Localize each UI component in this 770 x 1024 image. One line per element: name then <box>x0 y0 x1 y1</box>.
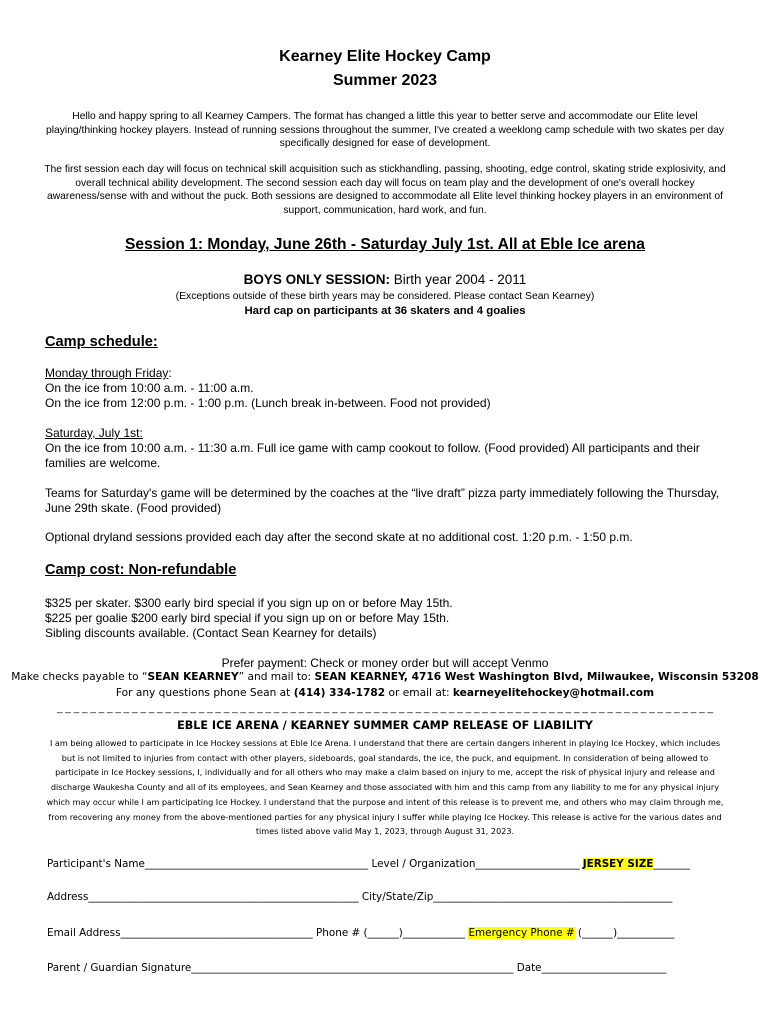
participant-cap: Hard cap on participants at 36 skaters and 4 goalies <box>244 305 526 317</box>
checks-pre: Make checks payable to “ <box>11 671 148 683</box>
phone-pre: For any questions phone Sean at <box>115 687 294 699</box>
payment-preference: Prefer payment: Check or money order but will accept Venmo <box>221 656 549 670</box>
saturday-label: Saturday, July 1st: <box>45 426 143 440</box>
birth-year-text: Birth year 2004 - 2011 <box>389 272 527 287</box>
exceptions-note: (Exceptions outside of these birth years may be considered. Please contact Sean Kearney) <box>175 291 595 302</box>
participant-name-row <box>47 858 690 870</box>
participant-field[interactable]: Participant's Name___________________________________________ Level / Organization____________________ <box>47 858 580 870</box>
payee-name: SEAN KEARNEY <box>147 671 239 683</box>
emergency-phone-label: Emergency Phone # <box>468 927 575 939</box>
email-phone-field[interactable]: Email Address_____________________________________ Phone # (______)____________ <box>47 927 466 939</box>
email-phone-row <box>47 927 674 939</box>
signature-row[interactable]: Parent / Guardian Signature______________________________________________________________ Date________________________ <box>47 962 667 974</box>
cut-line-divider: _ _ _ _ _ _ _ _ _ _ _ _ _ _ _ _ _ _ _ _ _ _ _ _ _ _ _ _ _ _ _ _ _ _ _ _ _ _ _ _ _ _ _ _ _ _ _ _ _ _ _ _ _ _ _ _ _ _ _ _ _ _ _ _ _ _ _ _ _ _ _ _ _ _ _ _ _ _ _ <box>56 703 714 714</box>
goalie-cost: $225 per goalie $200 early bird special if you sign up on or before May 15th. <box>45 611 450 625</box>
jersey-size-label: JERSEY SIZE <box>582 858 654 870</box>
intro-paragraph-2: The first session each day will focus on technical skill acquisition such as stickhandling, passing, shooting, edge control, skating stride explosivity, and overall technical ability development. The second session each day will focus on team play and the development of one's overall hockey awareness/sense with and without the puck. Both sessions are designed to accommodate all Elite level thinking hockey players in an environment of support, communication, hard work, and fun. <box>44 164 726 216</box>
camp-subtitle: Summer 2023 <box>332 72 438 89</box>
sibling-discount: Sibling discounts available. (Contact Sean Kearney for details) <box>45 626 377 640</box>
schedule-heading: Camp schedule: <box>45 334 158 350</box>
weekday-colon: : <box>168 366 172 380</box>
weekday-session-2: On the ice from 12:00 p.m. - 1:00 p.m. (Lunch break in-between. Food not provided) <box>45 396 491 410</box>
session-audience <box>0 272 770 287</box>
saturday-text: On the ice from 10:00 a.m. - 11:30 a.m. Full ice game with camp cookout to follow. (Food provided) All participants and their families are welcome. <box>45 441 700 470</box>
liability-heading: EBLE ICE ARENA / KEARNEY SUMMER CAMP RELEASE OF LIABILITY <box>177 719 593 732</box>
teams-text: Teams for Saturday's game will be determined by the coaches at the “live draft” pizza party immediately following the Thursday, June 29th skate. (Food provided) <box>45 486 720 515</box>
intro-paragraph-1: Hello and happy spring to all Kearney Campers. The format has changed a little this year to better serve and accommodate our Elite level playing/thinking hockey players. Instead of running sessions throughout the summer, I've created a weeklong camp schedule with two skates per day specifically designed for ease of development. <box>46 111 724 150</box>
cost-heading: Camp cost: Non-refundable <box>45 562 237 578</box>
session-heading: Session 1: Monday, June 26th - Saturday July 1st. All at Eble Ice arena <box>125 236 645 253</box>
dryland-text: Optional dryland sessions provided each day after the second skate at no additional cost. 1:20 p.m. - 1:50 p.m. <box>45 530 633 544</box>
address-row[interactable]: Address____________________________________________________ City/State/Zip______________________________________________ <box>47 891 673 903</box>
boys-only-label: BOYS ONLY SESSION: <box>243 272 390 287</box>
contact-line <box>0 687 770 699</box>
mailing-address: SEAN KEARNEY, 4716 West Washington Blvd, Milwaukee, Wisconsin 53208 <box>314 671 759 683</box>
phone-mid: or email at: <box>385 687 453 699</box>
weekday-session-1: On the ice from 10:00 a.m. - 11:00 a.m. <box>45 381 254 395</box>
emergency-phone-field[interactable]: (______)___________ <box>574 927 675 939</box>
checks-payable-line <box>0 671 770 683</box>
contact-phone: (414) 334-1782 <box>293 687 386 699</box>
camp-title: Kearney Elite Hockey Camp <box>279 48 491 65</box>
jersey-size-field[interactable]: _______ <box>653 858 690 870</box>
skater-cost: $325 per skater. $300 early bird special if you sign up on or before May 15th. <box>45 596 453 610</box>
contact-email: kearneyelitehockey@hotmail.com <box>452 687 655 699</box>
weekday-label: Monday through Friday <box>45 366 169 380</box>
weekday-label-line <box>45 366 172 381</box>
checks-mid: ” and mail to: <box>238 671 315 683</box>
liability-text: I am being allowed to participate in Ice Hockey sessions at Eble Ice Arena. I understand that there are certain dangers inherent in playing Ice Hockey, which includes but is not limited to injuries from contact with other players, sideboards, goal standards, the ice, the puck, and equipment. In consideration of being allowed to participate in Ice Hockey sessions, I, individually and for all others who may make a claim based on injury to me, accept the risk of physical injury and release and discharge Waukesha County and all of its employees, and Sean Kearney and those associated with him and this camp from any liability to me for any physical injury which may occur while I am participating Ice Hockey. I understand that the purpose and intent of this release is to prevent me, and others who may claim through me, from recovering any money from the above-mentioned parties for any physical injury I suffer while playing Ice Hockey. This release is active for the various dates and times listed above valid May 1, 2023, through August 31, 2023. <box>46 738 724 837</box>
